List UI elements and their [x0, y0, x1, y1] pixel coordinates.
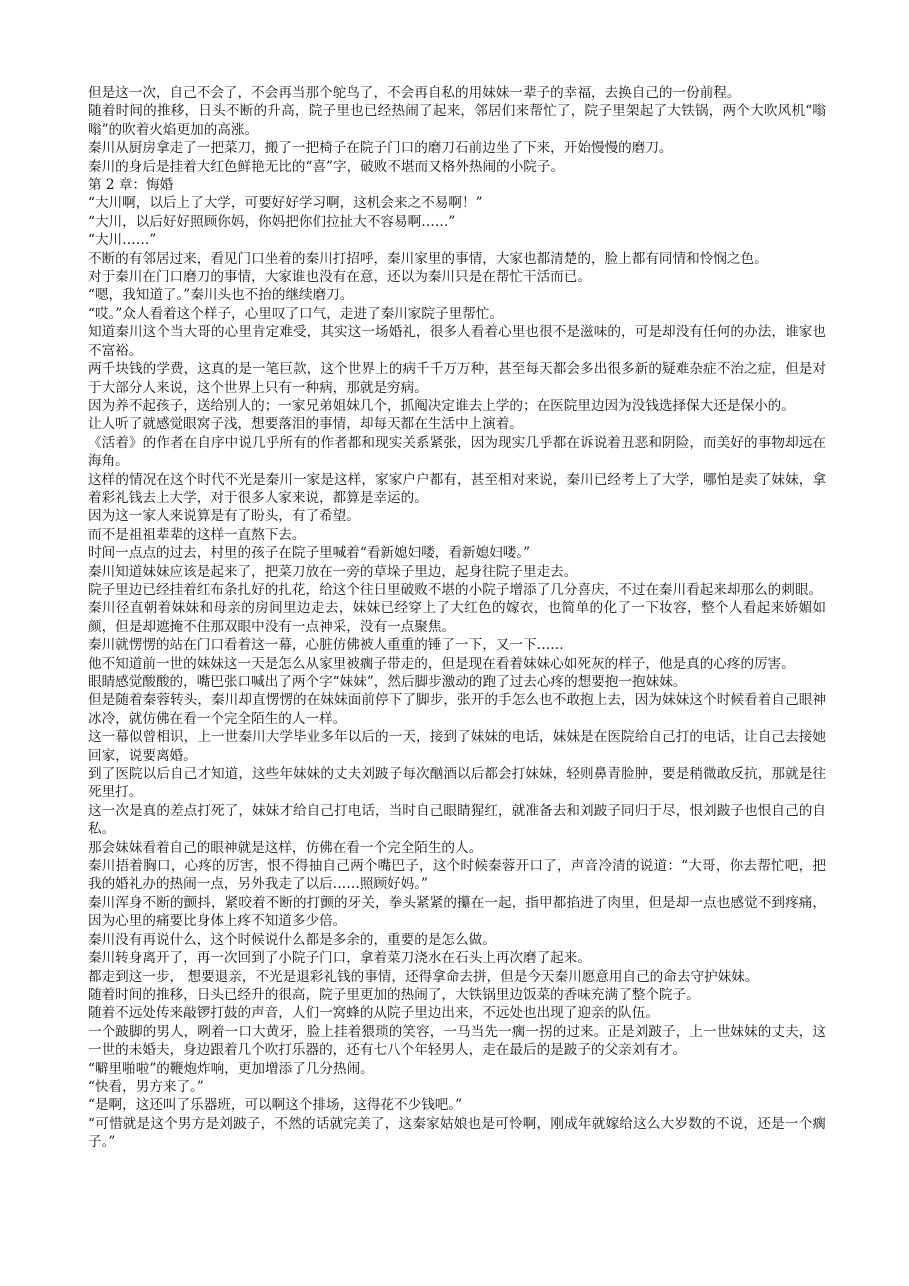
paragraph: 秦川没有再说什么，这个时候说什么都是多余的，重要的是怎么做。 [88, 931, 496, 948]
document-body [88, 84, 826, 1152]
paragraph: 一个跛脚的男人，咧着一口大黄牙，脸上挂着猥琐的笑容，一马当先一瘸一拐的过来。正是刘跛子，上一世妹妹的丈夫，这一世的未婚夫，身边跟着几个吹打乐器的，还有七八个年轻男人，走在最后的是跛子的父亲刘有才。 [88, 1023, 826, 1059]
paragraph: 随着时间的推移，日头不断的升高，院子里也已经热闹了起来，邻居们来帮忙了，院子里架起了大铁锅，两个大吹风机“嗡嗡”的吹着火焰更加的高涨。 [88, 103, 826, 138]
paragraph: “嗯，我知道了。”秦川头也不抬的继续磨刀。 [88, 287, 354, 304]
paragraph: 随着不远处传来敲锣打鼓的声音，人们一窝蜂的从院子里边出来，不远处也出现了迎亲的队伍。 [88, 1005, 659, 1022]
paragraph: “大川啊，以后上了大学，可要好好学习啊，这机会来之不易啊！” [88, 195, 483, 212]
paragraph: 院子里边已经挂着红布条扎好的扎花，给这个往日里破败不堪的小院子增添了几分喜庆，不过在秦川看起来却那么的刺眼。 [88, 581, 823, 598]
paragraph: 但是这一次，自己不会了，不会再当那个鸵鸟了，不会再自私的用妹妹一辈子的幸福，去换自己的一份前程。 [88, 85, 741, 101]
chapter-heading: 第 2 章：悔婚 [88, 177, 174, 194]
paragraph: 那会妹妹看着自己的眼神就是这样，仿佛在看一个完全陌生的人。 [88, 839, 483, 856]
paragraph: 眼睛感觉酸酸的，嘴巴张口喊出了两个字“妹妹”，然后脚步激动的跑了过去心疼的想要抱一抱妹妹。 [88, 674, 687, 690]
paragraph: “噼里啪啦”的鞭炮炸响，更加增添了几分热闹。 [88, 1060, 374, 1077]
paragraph: “是啊，这还叫了乐器班，可以啊这个排场，这得花不少钱吧。” [88, 1097, 463, 1114]
paragraph: 秦川从厨房拿走了一把菜刀，搬了一把椅子在院子门口的磨刀石前边坐了下来，开始慢慢的磨刀。 [88, 140, 673, 157]
paragraph: 秦川知道妹妹应该是起来了，把菜刀放在一旁的草垛子里边，起身往院子里走去。 [88, 563, 578, 580]
paragraph: “可惜就是这个男方是刘跛子，不然的话就完美了，这秦家姑娘也是可怜啊，刚成年就嫁给这么大岁数的不说，还是一个瘸子。” [88, 1115, 826, 1151]
paragraph: 知道秦川这个当大哥的心里肯定难受，其实这一场婚礼，很多人看着心里也很不是滋味的，可是却没有任何的办法，谁家也不富裕。 [88, 324, 826, 359]
paragraph: 而不是祖祖辈辈的这样一直熬下去。 [88, 526, 306, 543]
paragraph: 不断的有邻居过来，看见门口坐着的秦川打招呼，秦川家里的事情，大家也都清楚的，脸上都有同情和怜悯之色。 [88, 250, 768, 267]
paragraph: 因为这一家人来说算是有了盼头，有了希望。 [88, 508, 360, 525]
paragraph: 随着时间的推移，日头已经升的很高，院子里更加的热闹了，大铁锅里边饭菜的香味充满了整个院子。 [88, 986, 700, 1003]
paragraph: “大川，以后好好照顾你妈，你妈把你们拉扯大不容易啊……” [88, 213, 456, 230]
paragraph: 秦川就愣愣的站在门口看着这一幕，心脏仿佛被人重重的锤了一下，又一下…… [88, 637, 564, 654]
paragraph: 秦川浑身不断的颤抖，紧咬着不断的打颤的牙关，拳头紧紧的攥在一起，指甲都掐进了肉里，但是却一点也感觉不到疼痛，因为心里的痛要比身体上疼不知道多少倍。 [88, 894, 826, 930]
paragraph: 这样的情况在这个时代不光是秦川一家是这样，家家户户都有，甚至相对来说，秦川已经考上了大学，哪怕是卖了妹妹，拿着彩礼钱去上大学，对于很多人家来说，都算是幸运的。 [88, 471, 826, 506]
paragraph: 但是随着秦蓉转头，秦川却直愣愣的在妹妹面前停下了脚步，张开的手怎么也不敢抱上去，因为妹妹这个时候看着自己眼神冰冷，就仿佛在看一个完全陌生的人一样。 [88, 692, 826, 727]
paragraph: 时间一点点的过去，村里的孩子在院子里喊着“看新媳妇喽，看新媳妇喽。” [88, 545, 531, 562]
paragraph: 秦川的身后是挂着大红色鲜艳无比的“喜”字，破败不堪而又格外热闹的小院子。 [88, 158, 565, 175]
paragraph: “大川……” [88, 232, 157, 249]
paragraph: 到了医院以后自己才知道，这些年妹妹的丈夫刘跛子每次酗酒以后都会打妹妹，轻则鼻青脸肿，要是稍微敢反抗，那就是往死里打。 [88, 766, 826, 801]
paragraph: 秦川捂着胸口，心疼的厉害，恨不得抽自己两个嘴巴子，这个时候秦蓉开口了，声音冷清的说道：“大哥，你去帮忙吧，把我的婚礼办的热闹一点，另外我走了以后……照顾好妈。” [88, 858, 826, 893]
paragraph: 《活着》的作者在自序中说几乎所有的作者都和现实关系紧张，因为现实几乎都在诉说着丑恶和阴险，而美好的事物却远在海角。 [88, 434, 826, 470]
paragraph: 秦川径直朝着妹妹和母亲的房间里边走去，妹妹已经穿上了大红色的嫁衣，也简单的化了一下妆容，整个人看起来娇媚如颜，但是却遮掩不住那双眼中没有一点神采，没有一点聚焦。 [88, 600, 826, 635]
paragraph: 这一幕似曾相识，上一世秦川大学毕业多年以后的一天，接到了妹妹的电话，妹妹是在医院给自己打的电话，让自己去接她回家，说要离婚。 [88, 729, 826, 764]
paragraph: 他不知道前一世的妹妹这一天是怎么从家里被瘸子带走的，但是现在看着妹妹心如死灰的样子，他是真的心疼的厉害。 [88, 655, 795, 672]
paragraph: 因为养不起孩子，送给别人的；一家兄弟姐妹几个，抓阄决定谁去上学的；在医院里边因为没钱选择保大还是保小的。 [88, 397, 795, 414]
paragraph: 两千块钱的学费，这真的是一笔巨款，这个世界上的病千千万万种，甚至每天都会多出很多新的疑难杂症不治之症，但是对于大部分人来说，这个世界上只有一种病，那就是穷病。 [88, 361, 826, 396]
paragraph: 对于秦川在门口磨刀的事情，大家谁也没有在意，还以为秦川只是在帮忙干活而已。 [88, 269, 591, 286]
paragraph: “哎。”众人看着这个样子，心里叹了口气，走进了秦川家院子里帮忙。 [88, 305, 503, 322]
paragraph: 都走到这一步， 想要退亲，不光是退彩礼钱的事情，还得拿命去拼，但是今天秦川愿意用自己的命去守护妹妹。 [88, 968, 759, 985]
paragraph: 秦川转身离开了，再一次回到了小院子门口，拿着菜刀浇水在石头上再次磨了起来。 [88, 950, 591, 967]
paragraph: “快看，男方来了。” [88, 1078, 204, 1095]
paragraph: 让人听了就感觉眼窝子浅，想要落泪的事情，却每天都在生活中上演着。 [88, 416, 523, 433]
paragraph: 这一次是真的差点打死了，妹妹才给自己打电话，当时自己眼睛猩红，就准备去和刘跛子同归于尽，恨刘跛子也恨自己的自私。 [88, 802, 826, 838]
